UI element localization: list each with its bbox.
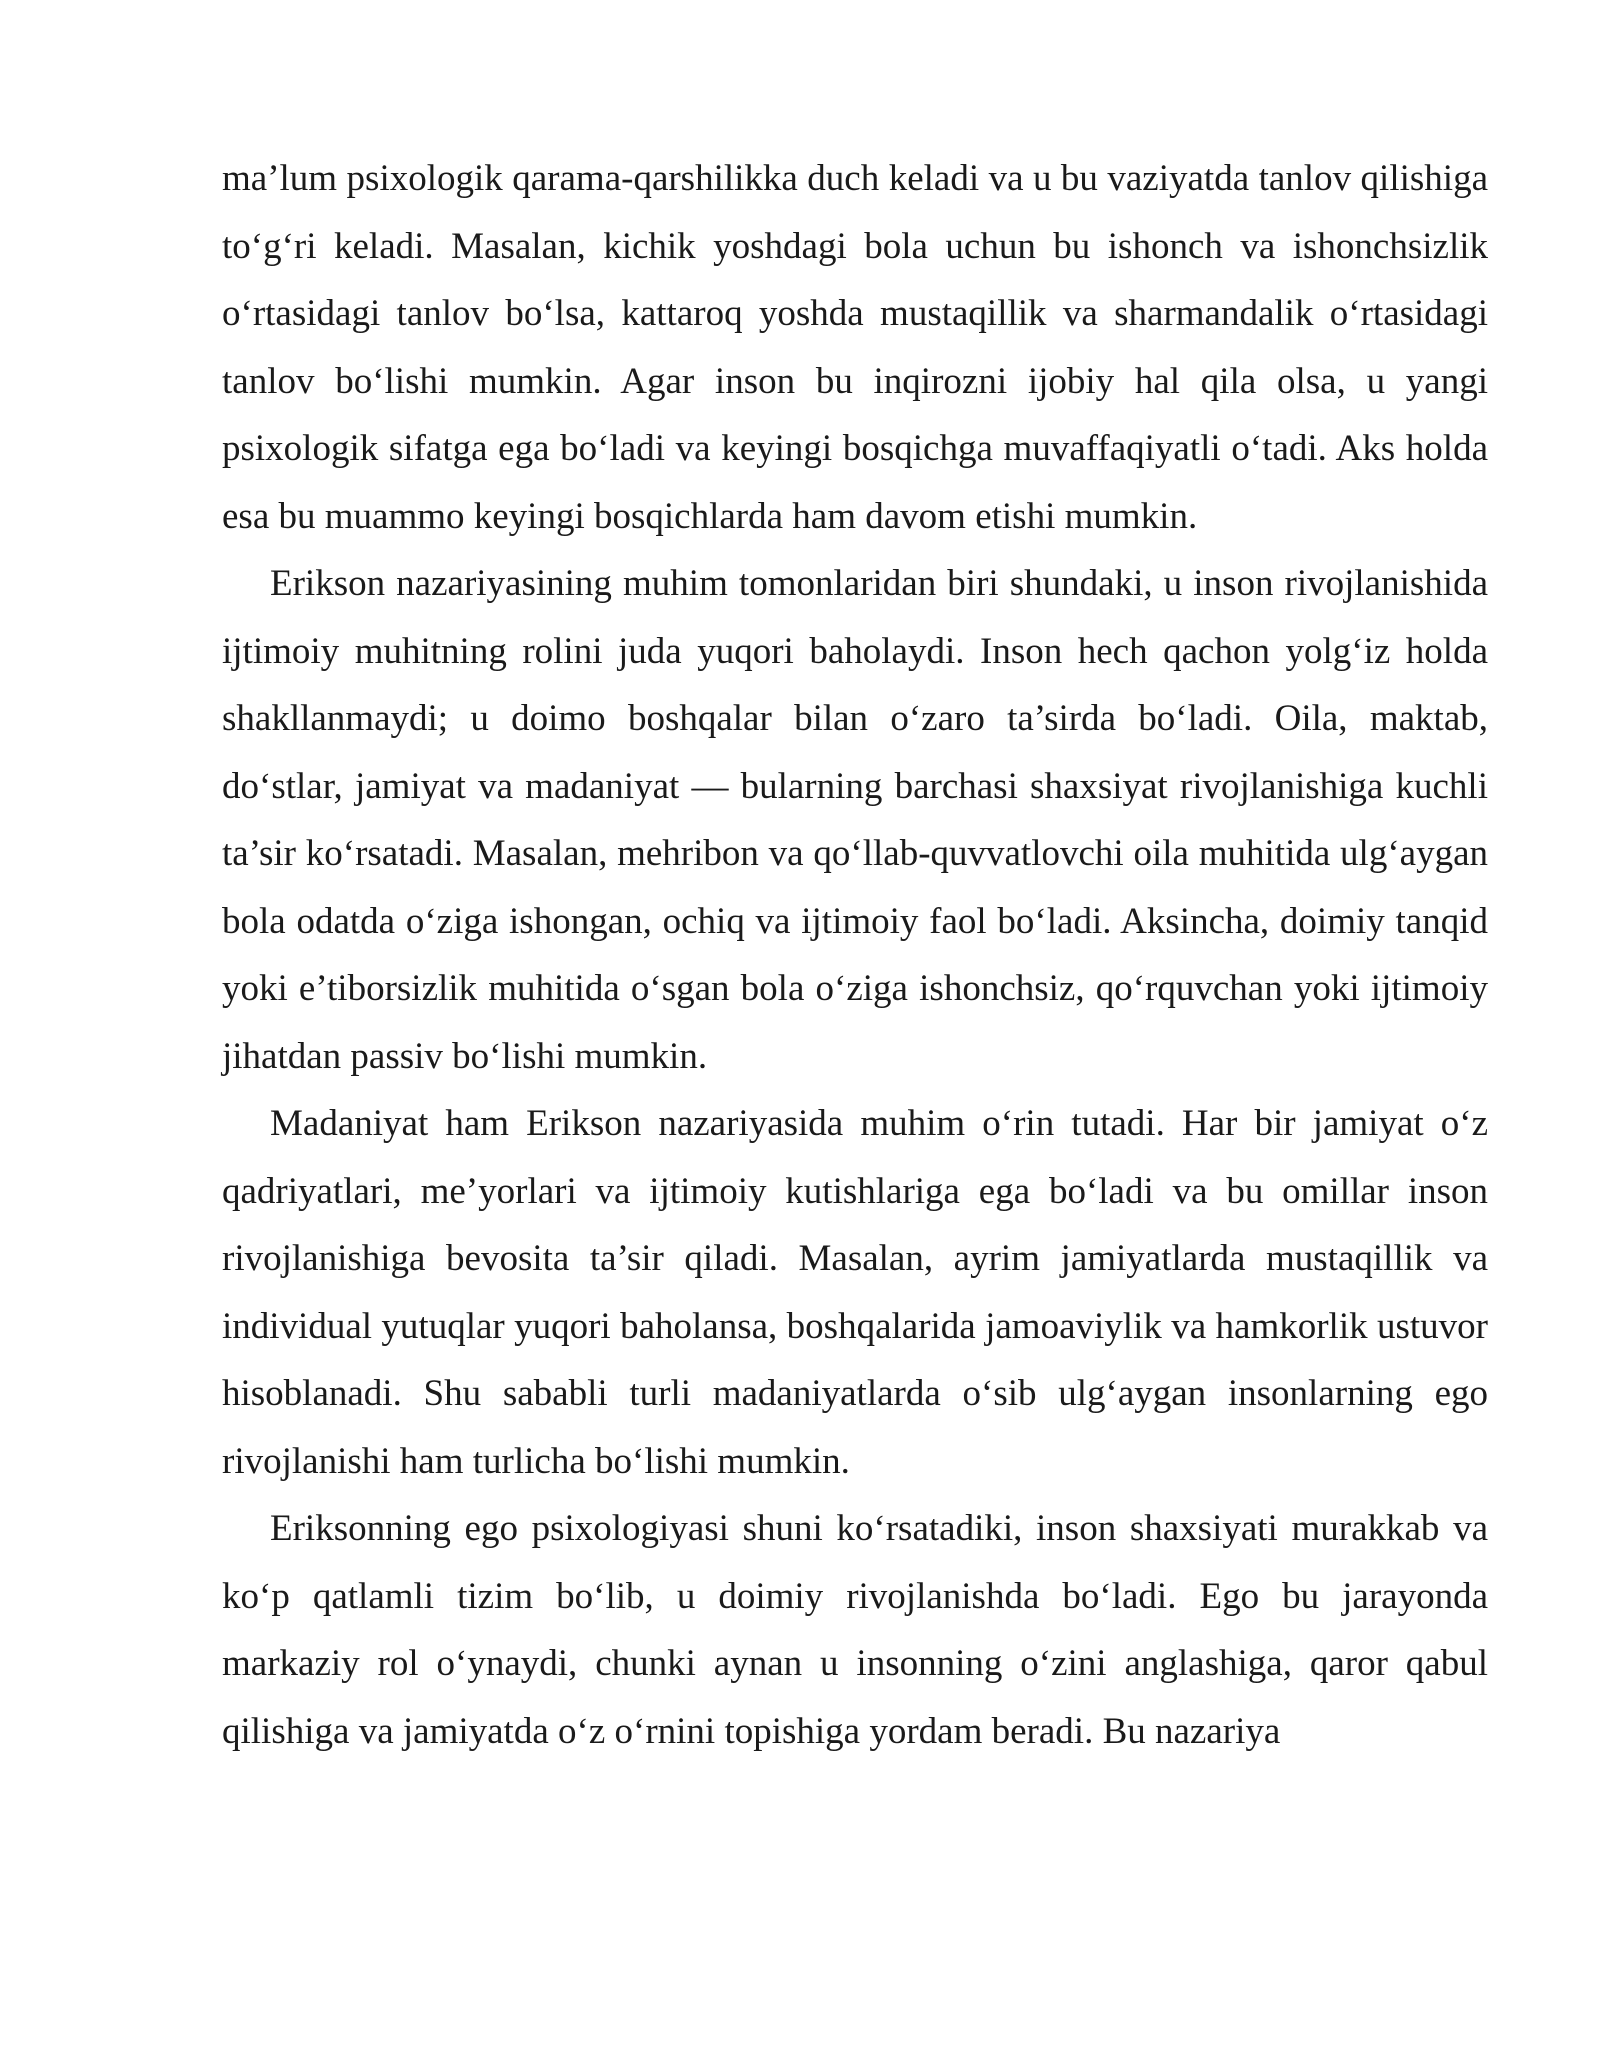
document-page: [222, 145, 1488, 1765]
paragraph-3: Madaniyat ham Erikson nazariyasida muhim o‘rin tutadi. Har bir jamiyat o‘z qadriyatlari, me’yorlari va ijtimoiy kutishlariga ega bo‘ladi va bu omillar inson rivojlanishiga bevosita ta’sir qiladi. Masalan, ayrim jamiyatlarda mustaqillik va individual yutuqlar yuqori baholansa, boshqalarida jamoaviylik va hamkorlik ustuvor hisoblanadi. Shu sababli turli madaniyatlarda o‘sib ulg‘aygan insonlarning ego rivojlanishi ham turlicha bo‘lishi mumkin.: [222, 1103, 1488, 1482]
paragraph-1: ma’lum psixologik qarama-qarshilikka duch keladi va u bu vaziyatda tanlov qilishiga to‘g‘ri keladi. Masalan, kichik yoshdagi bola uchun bu ishonch va ishonchsizlik o‘rtasidagi tanlov bo‘lsa, kattaroq yoshda mustaqillik va sharmandalik o‘rtasidagi tanlov bo‘lishi mumkin. Agar inson bu inqirozni ijobiy hal qila olsa, u yangi psixologik sifatga ega bo‘ladi va keyingi bosqichga muvaffaqiyatli o‘tadi. Aks holda esa bu muammo keyingi bosqichlarda ham davom etishi mumkin.: [222, 158, 1488, 537]
paragraph-2: Erikson nazariyasining muhim tomonlaridan biri shundaki, u inson rivojlanishida ijtimoiy muhitning rolini juda yuqori baholaydi. Inson hech qachon yolg‘iz holda shakllanmaydi; u doimo boshqalar bilan o‘zaro ta’sirda bo‘ladi. Oila, maktab, do‘stlar, jamiyat va madaniyat — bularning barchasi shaxsiyat rivojlanishiga kuchli ta’sir ko‘rsatadi. Masalan, mehribon va qo‘llab-quvvatlovchi oila muhitida ulg‘aygan bola odatda o‘ziga ishongan, ochiq va ijtimoiy faol bo‘ladi. Aksincha, doimiy tanqid yoki e’tiborsizlik muhitida o‘sgan bola o‘ziga ishonchsiz, qo‘rquvchan yoki ijtimoiy jihatdan passiv bo‘lishi mumkin.: [222, 563, 1488, 1077]
paragraph-4: Eriksonning ego psixologiyasi shuni ko‘rsatadiki, inson shaxsiyati murakkab va ko‘p qatlamli tizim bo‘lib, u doimiy rivojlanishda bo‘ladi. Ego bu jarayonda markaziy rol o‘ynaydi, chunki aynan u insonning o‘zini anglashiga, qaror qabul qilishiga va jamiyatda o‘z o‘rnini topishiga yordam beradi. Bu nazariya: [222, 1508, 1488, 1752]
